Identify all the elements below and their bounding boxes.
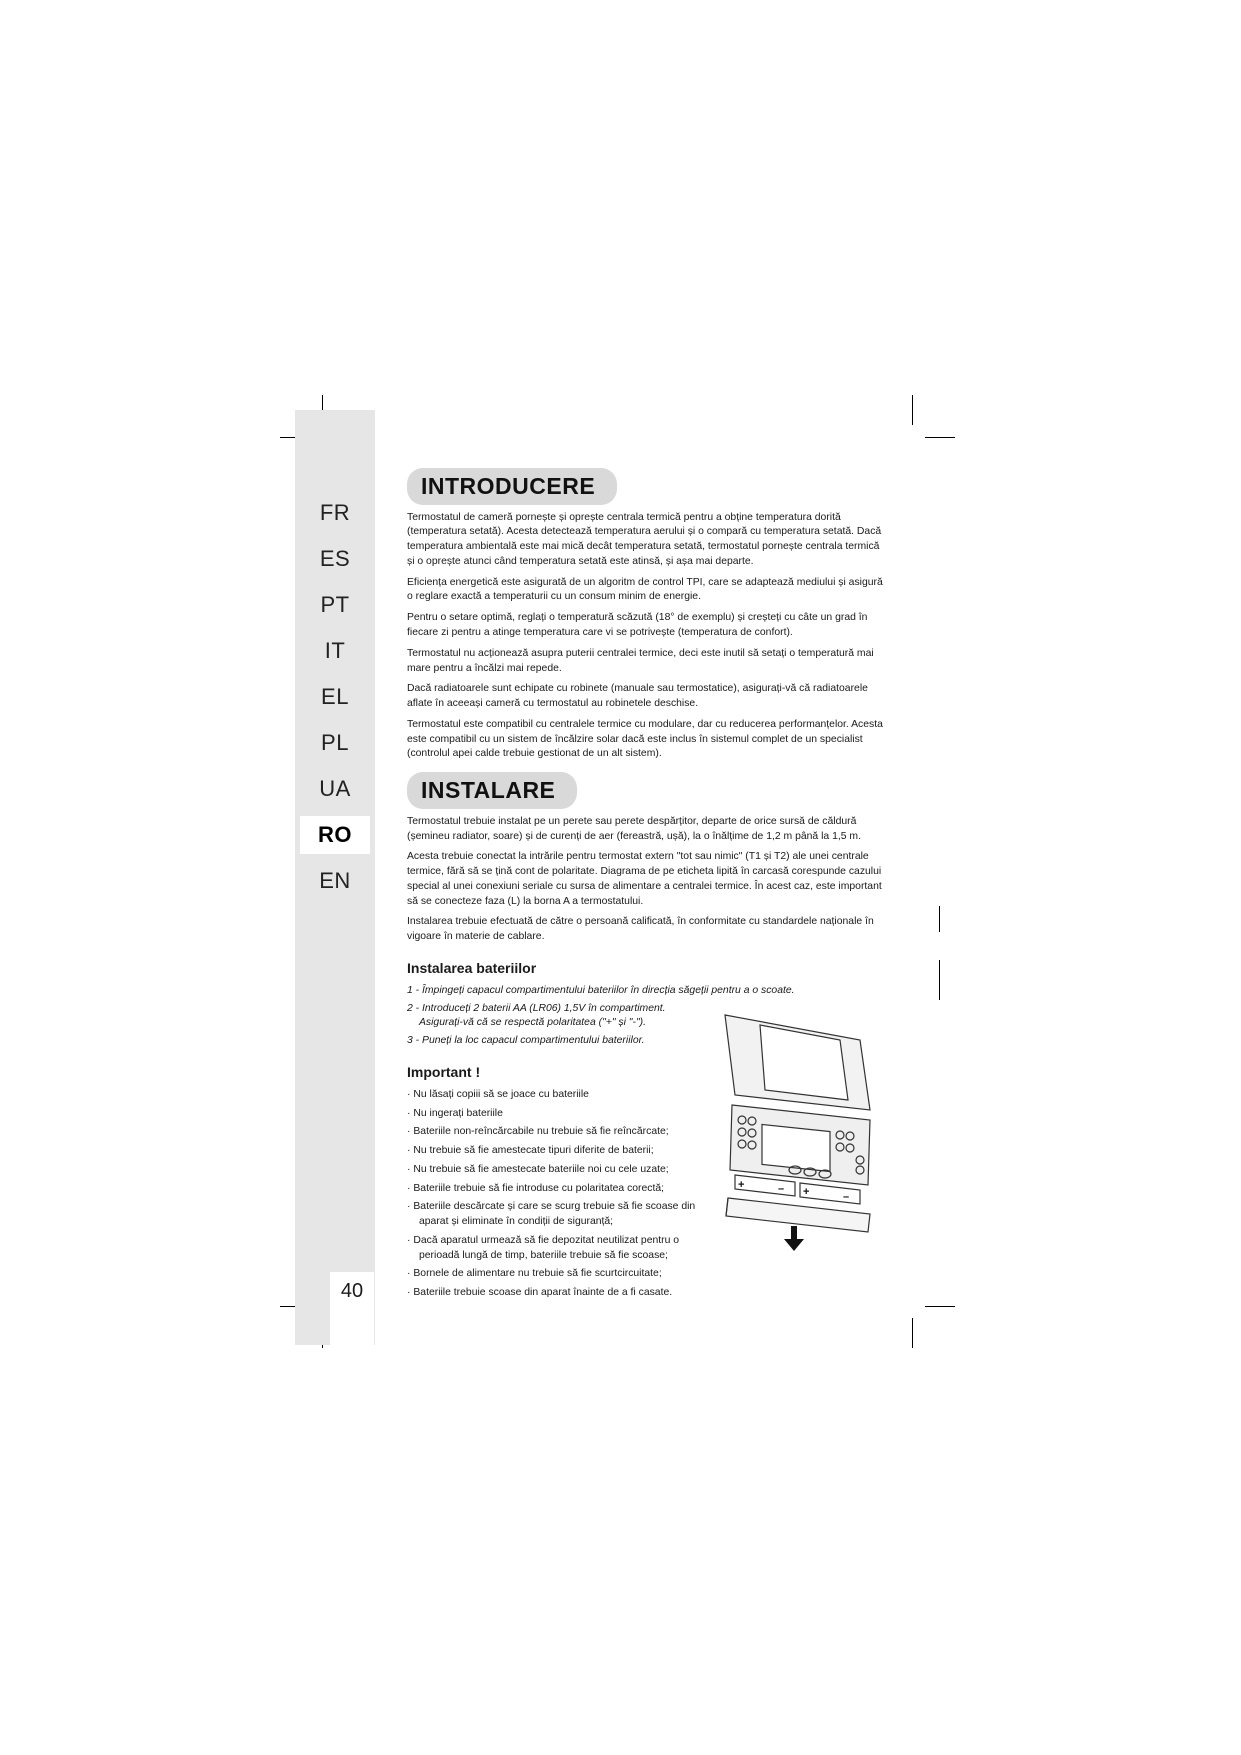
intro-paragraph: Termostatul nu acționează asupra puterii centralei termice, deci este inutil să setați o temperatură mai mare pentru a încălzi mai repede. <box>407 647 874 674</box>
intro-heading: INTRODUCERE <box>407 468 617 505</box>
install-paragraph: Acesta trebuie conectat la intrările pentru termostat extern "tot sau nimic" (T1 și T2) ale unei centrale termice, fără să se țină cont de polaritate. Diagrama de pe eticheta lipită în carcasă corespunde cazului special al unei conexiuni seriale cu sursa de alimentare a centralei termice. În acest caz, este important să se conecteze faza (L) la borna A a termostatului. <box>407 851 882 907</box>
lang-tab-fr[interactable]: FR <box>319 500 351 525</box>
thermostat-battery-illustration <box>720 1010 880 1270</box>
list-item: · Bornele de alimentare nu trebuie să fie scurtcircuitate; <box>407 1268 662 1280</box>
batteries-heading: Instalarea bateriilor <box>407 959 537 976</box>
arrow-down-icon <box>784 1226 804 1251</box>
lang-tab-el[interactable]: EL <box>321 684 349 709</box>
intro-paragraph: Termostatul este compatibil cu centralele termice cu modulare, dar cu reducerea performanțelor. Acesta este compatibil cu un sistem de încălzire solar dacă este inclus în sistemul complet de un specialist (controlul apei calde trebuie gestionat de un alt sistem). <box>407 718 883 760</box>
install-heading: INSTALARE <box>407 772 577 809</box>
list-item: · Nu lăsați copiii să se joace cu bateriile <box>407 1088 589 1100</box>
battery-step: 3 - Puneți la loc capacul compartimentului bateriilor. <box>407 1035 645 1047</box>
crop-mark <box>939 960 940 1000</box>
battery-steps <box>407 984 795 1049</box>
plus-label: + <box>738 1179 745 1191</box>
lang-tab-pl[interactable]: PL <box>321 730 349 755</box>
lang-tab-ua[interactable]: UA <box>319 776 351 801</box>
minus-label: – <box>778 1183 785 1195</box>
lang-tab-es[interactable]: ES <box>319 546 351 571</box>
crop-mark <box>939 906 940 932</box>
intro-paragraph: Dacă radiatoarele sunt echipate cu robinete (manuale sau termostatice), asigurați-vă că radiatoarele aflate în aceeași cameră cu termostatul au robinetele deschise. <box>407 683 868 710</box>
intro-paragraph: Eficiența energetică este asigurată de un algoritm de control TPI, care se adaptează mediului și asigură o reglare exactă a temperaturii cu un consum minim de energie. <box>407 576 883 603</box>
minus-label: – <box>843 1191 850 1203</box>
crop-mark <box>925 437 955 438</box>
lang-tab-pt[interactable]: PT <box>320 592 350 617</box>
install-paragraph: Termostatul trebuie instalat pe un perete sau perete despărțitor, departe de orice sursă de căldură (șemineu radiator, soare) și de curenți de aer (fereastră, ușă), la o înălțime de 1,2 m până la 1,5 m. <box>407 815 861 842</box>
intro-paragraph: Termostatul de cameră pornește și oprește centrala termică pentru a obține temperatura dorită (temperatura setată). Acesta detectează temperatura aerului și o compară cu temperatura setată. Dacă temperatura ambientală este mai mică decât temperatura setată, termostatul pornește centrala termică și o oprește atunci când temperatura setată este atinsă, și așa mai departe. <box>407 511 882 567</box>
lang-tab-it[interactable]: IT <box>324 638 346 663</box>
list-item: · Bateriile trebuie scoase din aparat înainte de a fi casate. <box>407 1287 673 1299</box>
install-paragraph: Instalarea trebuie efectuată de către o persoană calificată, în conformitate cu standardele naționale în vigoare în materie de cablare. <box>407 916 874 943</box>
list-item: · Bateriile descărcate și care se scurg trebuie să fie scoase din aparat și eliminate în condiții de siguranță; <box>407 1201 696 1228</box>
plus-label: + <box>803 1186 810 1198</box>
list-item: · Bateriile non-reîncărcabile nu trebuie să fie reîncărcate; <box>407 1126 669 1138</box>
battery-step: 2 - Introduceți 2 baterii AA (LR06) 1,5V în compartiment. Asigurați-vă că se respectă polaritatea ("+" și "-"). <box>407 1002 666 1029</box>
important-list <box>407 1088 697 1301</box>
lang-tab-en[interactable]: EN <box>319 868 351 893</box>
crop-mark <box>912 1318 913 1348</box>
battery-step: 1 - Împingeți capacul compartimentului bateriilor în direcția săgeții pentru a o scoate. <box>407 984 795 996</box>
list-item: · Nu trebuie să fie amestecate bateriile noi cu cele uzate; <box>407 1163 669 1175</box>
lang-tab-ro[interactable]: RO <box>300 816 370 854</box>
list-item: · Dacă aparatul urmează să fie depozitat neutilizat pentru o perioadă lungă de timp, bateriile trebuie să fie scoase; <box>407 1234 680 1261</box>
page-number: 40 <box>330 1272 374 1352</box>
list-item: · Nu ingerați bateriile <box>407 1107 503 1119</box>
intro-paragraph: Pentru o setare optimă, reglați o temperatură scăzută (18° de exemplu) și creșteți cu câte un grad în fiecare zi pentru a atinge temperatura care vi se potrivește (temperatura de confort). <box>407 612 868 639</box>
crop-mark <box>925 1306 955 1307</box>
crop-mark <box>912 395 913 425</box>
important-heading: Important ! <box>407 1063 481 1080</box>
list-item: · Nu trebuie să fie amestecate tipuri diferite de baterii; <box>407 1145 654 1157</box>
list-item: · Bateriile trebuie să fie introduse cu polaritatea corectă; <box>407 1182 665 1194</box>
